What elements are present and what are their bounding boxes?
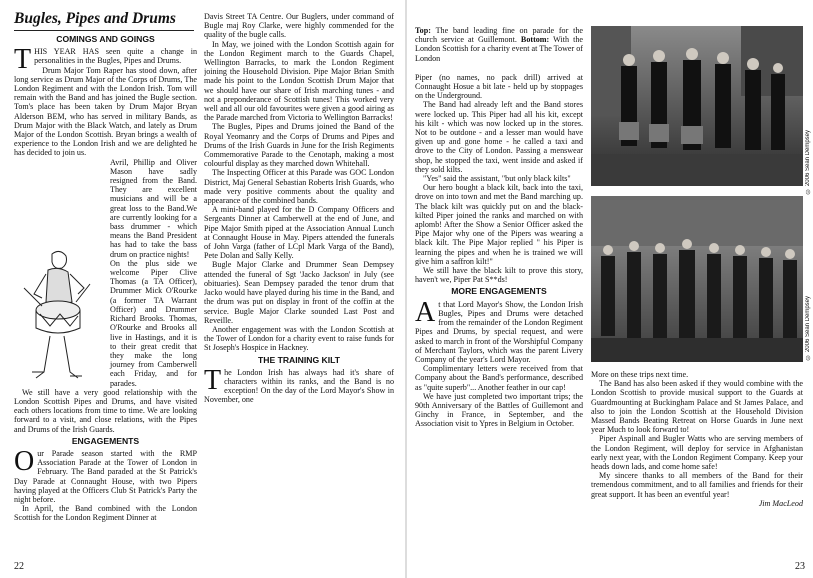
photo-credit-top: © 2006 Sean Dempsey bbox=[805, 130, 811, 194]
article-title: Bugles, Pipes and Drums bbox=[14, 10, 194, 31]
photo-image bbox=[591, 196, 803, 362]
paragraph: We still have the black kilt to prove this story, haven't we, Piper Pat S**ds! bbox=[415, 266, 583, 285]
paragraph: THIS YEAR HAS seen quite a change in personalities in the Bugles, Pipes and Drums. bbox=[14, 44, 197, 76]
photo-credit-bottom: © 2006 Sean Dempsey bbox=[805, 296, 811, 360]
paragraph: Our hero bought a black kilt, back into the taxi, drove on into town and met the Band marching up. The black kilt was quickly put on and the black-kilted Piper joined the ranks and marched on with aplomb! After the Show a Senior Officer asked the Pipe Major why one of the Pipers was wearing a black kilt. The Pipe Major replied " his Piper is learning the pipes and when he is trained we will give him a saffron kilt!" bbox=[415, 183, 583, 266]
paragraph: The Bugles, Pipes and Drums joined the Band of the Royal Yeomanry and the Corps of Drums and Pipes and Drums of the Irish Guards in June for the Irish Regiments Commemorative Parade to the Cenotaph, making a most colourful display as they marched down Whitehall. bbox=[204, 122, 394, 169]
heading-training-kilt: THE TRAINING KILT bbox=[258, 354, 340, 365]
paragraph: My sincere thanks to all members of the Band for their tremendous commitment, and to all families and friends for their great support. It has been an eventful year! bbox=[591, 471, 803, 499]
heading-comings-and-goings: COMINGS AND GOINGS bbox=[56, 34, 155, 44]
paragraph: The Band had already left and the Band stores were locked up. This Piper had all his kit, except his kilt - which was now locked up in the stores. Not to be outdone - and a lesser man would have given up and gone home - he called a taxi and drove to the City of London. Passing a menswear shop, he stopped the taxi, went inside and asked if they sold kilts. bbox=[415, 100, 583, 174]
paragraph: Bugle Major Clarke and Drummer Sean Dempsey attended the funeral of Sgt 'Jacko Jackson' in July (see obituaries). Sean Dempsey paraded the tenor drum that Jacko would have played during his time in the Band, and the drum was put on display in front of the coffin at the service. Bugle Major Clarke sounded Last Post and Reveille. bbox=[204, 260, 394, 325]
page-number-right: 23 bbox=[795, 561, 805, 572]
paragraph: Piper (no names, no pack drill) arrived at Connaught Hosue a bit late - held up by stoppages on the Underground. bbox=[415, 72, 583, 101]
paragraph: In May, we joined with the London Scottish again for the London Regiment march to the Guards Chapel, Wellington Barracks, to mark the London Regiment joining the Household Division. Pipe Major Brian Smith made his point to the London Scottish Drum Major that we should have our share of Irish marching tunes - and not a preponderance of Scottish tunes! This worked very well and all our old favourites were given a good airing as the Parade marched from Victoria to Wellington Barracks! bbox=[204, 39, 394, 123]
paragraph: More on these trips next time. bbox=[591, 370, 689, 379]
paragraph: Our Parade season started with the RMP Association Parade at the Tower of London in February. The Band paraded at the St Patrick's Day Parade at Connaught House, with two Pipers having played at the Officers Club St Patrick's Party the night before. bbox=[14, 445, 197, 504]
paragraph: We still have a very good relationship with the London Scottish Pipes and Drums, and have visited each others locations from time to time. We are looking forward to a visit, and close relations, with the Pipes and Drums of the Irish Guards. bbox=[14, 387, 197, 434]
paragraph: Piper Aspinall and Bugler Watts who are serving members of the London Regiment, will deploy for service in Afghanistan early next year, with the London Regiment Company. Keep your heads down lads, and come home safe! bbox=[591, 434, 803, 472]
photo-caption: Top: The band leading fine on parade for the church service at Guillemont. Bottom: With the London Scottish for a charity event at The Tower of London bbox=[415, 26, 583, 63]
paragraph: Davis Street TA Centre. Our Buglers, under command of Bugle maj Roy Clarke, were highly commended for the quality of the bugle calls. bbox=[204, 12, 394, 40]
paragraph: Drum Major Tom Raper has stood down, after long service as Drum Major of the Corps of Drums, The London Regiment and with the London Irish. Tom will remain with the Band and has joined the Bugle section. Tom's place has been taken by Drum Major Bryan Alderson BEM, who has served in military Bands, as Drum Major with the Black Watch, and lately as Drum Major of the London Scottish. Bryan brings a wealth of experience to the London Irish and we are delighted he has decided to join us. bbox=[14, 65, 197, 158]
paragraph: "Yes" said the assistant, "but only black kilts" bbox=[423, 174, 571, 184]
paragraph: A mini-band played for the D Company Officers and Sergeants Dinner at Camberwell at the end of June, and Pipe Major Smith piped at the Association Annual Lunch at Connaught House in May. Pipers attended the funerals of John Varga (father of LCpl Mark Varga of the Band), Pete Dolan and Sally Kelly. bbox=[204, 205, 394, 261]
heading-engagements: ENGAGEMENTS bbox=[71, 435, 140, 446]
paragraph: Another engagement was with the London Scottish at the Tower of London for a charity event to raise funds for St Joseph's Hospice in Hackney. bbox=[204, 324, 394, 353]
photo-band-tower-of-london bbox=[591, 196, 803, 362]
drop-cap: O bbox=[14, 445, 35, 477]
column-3 bbox=[415, 26, 583, 554]
paragraph: In April, the Band combined with the London Scottish for the London Regiment Dinner at bbox=[14, 504, 197, 523]
paragraph: At that Lord Mayor's Show, the London Irish Bugles, Pipes and Drums were detached from the remainder of the London Regiment Pipes and Drums, by special request, and were asked to march in front of the Worshipful Company of Merchant Taylors, which was the parent Livery Company of the year's Lord Mayor. bbox=[415, 296, 583, 364]
photo-image bbox=[591, 26, 803, 186]
drop-cap: T bbox=[204, 364, 222, 396]
left-page bbox=[0, 0, 405, 578]
drummer-sketch-illustration bbox=[4, 248, 112, 388]
right-page bbox=[407, 0, 813, 578]
paragraph: On the plus side we welcome Piper Clive Thomas (a TA Officer), Drummer Mick O'Rourke (a former TA Warrant Officer) and Drummer Richard Brooks. Thomas, O'Rourke and Brooks all live in Hastings, and it is to their great credit that they make the long journey from Camberwell each Friday, and for parades. bbox=[110, 258, 197, 388]
column-2 bbox=[204, 12, 394, 554]
paragraph: The Band has also been asked if they would combine with the London Scottish to provide musical support to the Guards at Guardmounting at Buckingham Palace and St James Palace, and also to join the London Scottish at the Household Division Massed Bands Beating Retreat on Horse Guards in June next year Much to look forward to! bbox=[591, 379, 803, 435]
column-4 bbox=[591, 370, 803, 554]
photo-band-parade-guillemont bbox=[591, 26, 803, 186]
paragraph: Avril, Phillip and Oliver Mason have sadly resigned from the Band. They are excellent musicians and will be a great loss to the Band.We are currently looking for a bass drummer - which means the Band President has had to take the bass drum on practice nights! bbox=[110, 157, 197, 259]
author-signature: Jim MacLeod bbox=[758, 498, 803, 508]
heading-more-engagements: MORE ENGAGEMENTS bbox=[451, 286, 547, 297]
paragraph: The London Irish has always had it's share of characters within its ranks, and the Band is no exception! On the day of the Lord Mayor's Show in November, one bbox=[204, 364, 394, 405]
drop-cap: A bbox=[415, 296, 436, 328]
paragraph: Complimentary letters were received from that Company about the Band's performance, described as "quite superb"... Another feather in our cap! bbox=[415, 364, 583, 392]
paragraph: The Inspecting Officer at this Parade was GOC London District, Maj General Sebastian Roberts Irish Guards, who made very positive comments about the quality and appearance of the combined bands. bbox=[204, 168, 394, 206]
paragraph: We have just completed two important trips; the 90th Anniversary of the Battles of Guillemont and Ginchy in France, in September, and the Association visit to Ypres in Belgium in October. bbox=[415, 391, 583, 429]
drop-cap: T bbox=[14, 44, 32, 76]
page-number-left: 22 bbox=[14, 561, 24, 572]
